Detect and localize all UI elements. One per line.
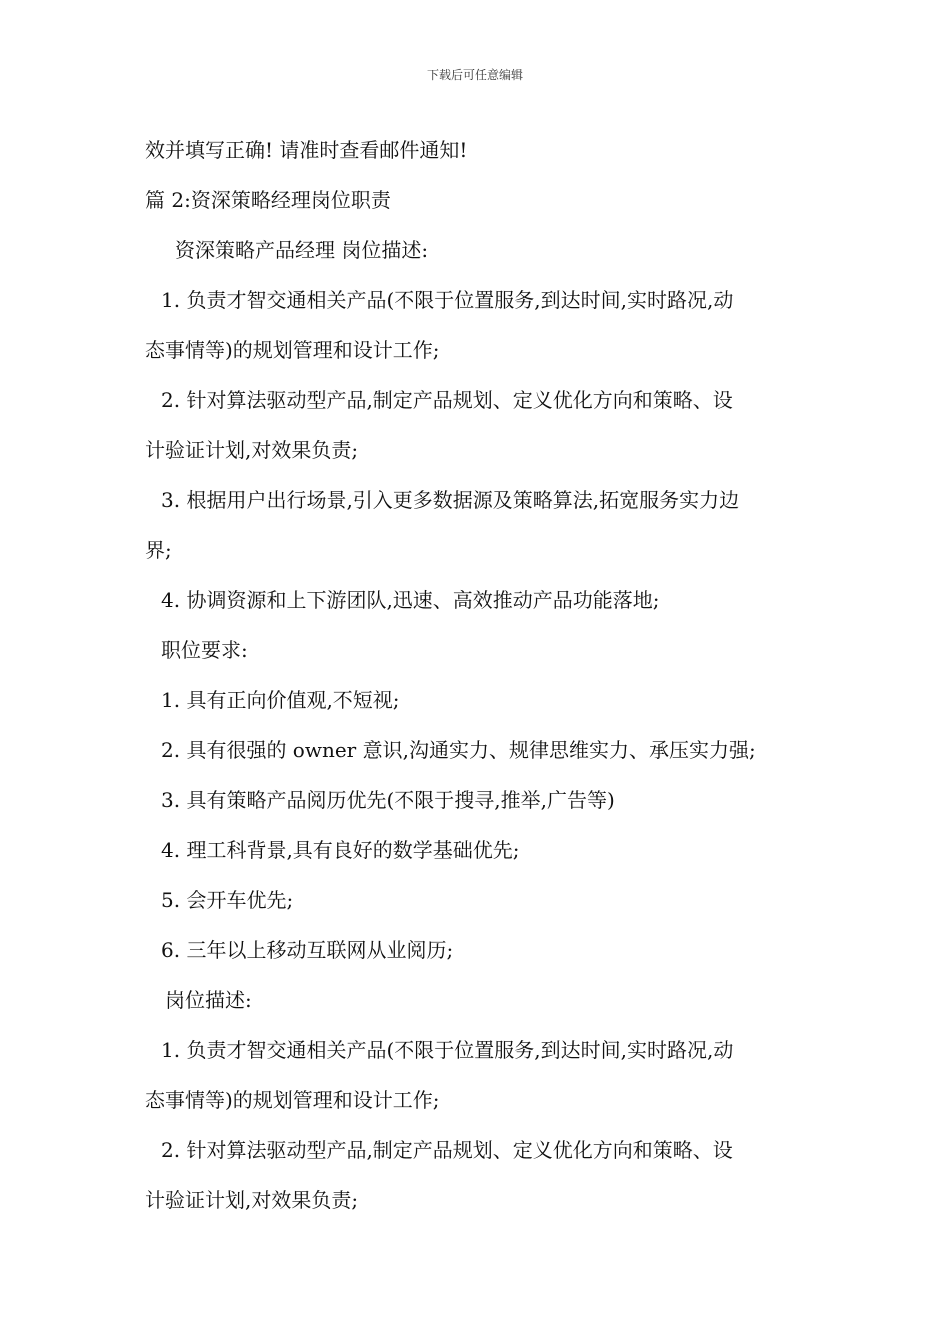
- list-item: 3. 根据用户出行场景,引入更多数据源及策略算法,拓宽服务实力边: [161, 488, 740, 512]
- list-item: 5. 会开车优先;: [161, 888, 294, 912]
- list-item-continuation: 计验证计划,对效果负责;: [145, 438, 359, 462]
- list-item: 2. 具有很强的 owner 意识,沟通实力、规律思维实力、承压实力强;: [161, 738, 756, 762]
- document-body: [145, 130, 810, 1230]
- list-item-continuation: 态事情等)的规划管理和设计工作;: [145, 338, 440, 362]
- list-item: 1. 具有正向价值观,不短视;: [161, 688, 400, 712]
- subsection-heading: 职位要求:: [161, 638, 248, 662]
- list-item: 2. 针对算法驱动型产品,制定产品规划、定义优化方向和策略、设: [161, 1138, 733, 1162]
- list-item: 3. 具有策略产品阅历优先(不限于搜寻,推举,广告等): [161, 788, 615, 812]
- list-item: 6. 三年以上移动互联网从业阅历;: [161, 938, 454, 962]
- list-item: 4. 协调资源和上下游团队,迅速、高效推动产品功能落地;: [161, 588, 660, 612]
- text-line: 效并填写正确! 请准时查看邮件通知!: [145, 138, 468, 162]
- list-item-continuation: 界;: [145, 538, 172, 562]
- section-title: 篇 2:资深策略经理岗位职责: [145, 188, 391, 212]
- subsection-heading: 资深策略产品经理 岗位描述:: [175, 238, 429, 262]
- list-item: 4. 理工科背景,具有良好的数学基础优先;: [161, 838, 520, 862]
- subsection-heading: 岗位描述:: [165, 988, 252, 1012]
- list-item-continuation: 计验证计划,对效果负责;: [145, 1188, 359, 1212]
- list-item-continuation: 态事情等)的规划管理和设计工作;: [145, 1088, 440, 1112]
- list-item: 2. 针对算法驱动型产品,制定产品规划、定义优化方向和策略、设: [161, 388, 733, 412]
- page-header: 下载后可任意编辑: [426, 68, 523, 82]
- list-item: 1. 负责才智交通相关产品(不限于位置服务,到达时间,实时路况,动: [161, 1038, 734, 1062]
- list-item: 1. 负责才智交通相关产品(不限于位置服务,到达时间,实时路况,动: [161, 288, 734, 312]
